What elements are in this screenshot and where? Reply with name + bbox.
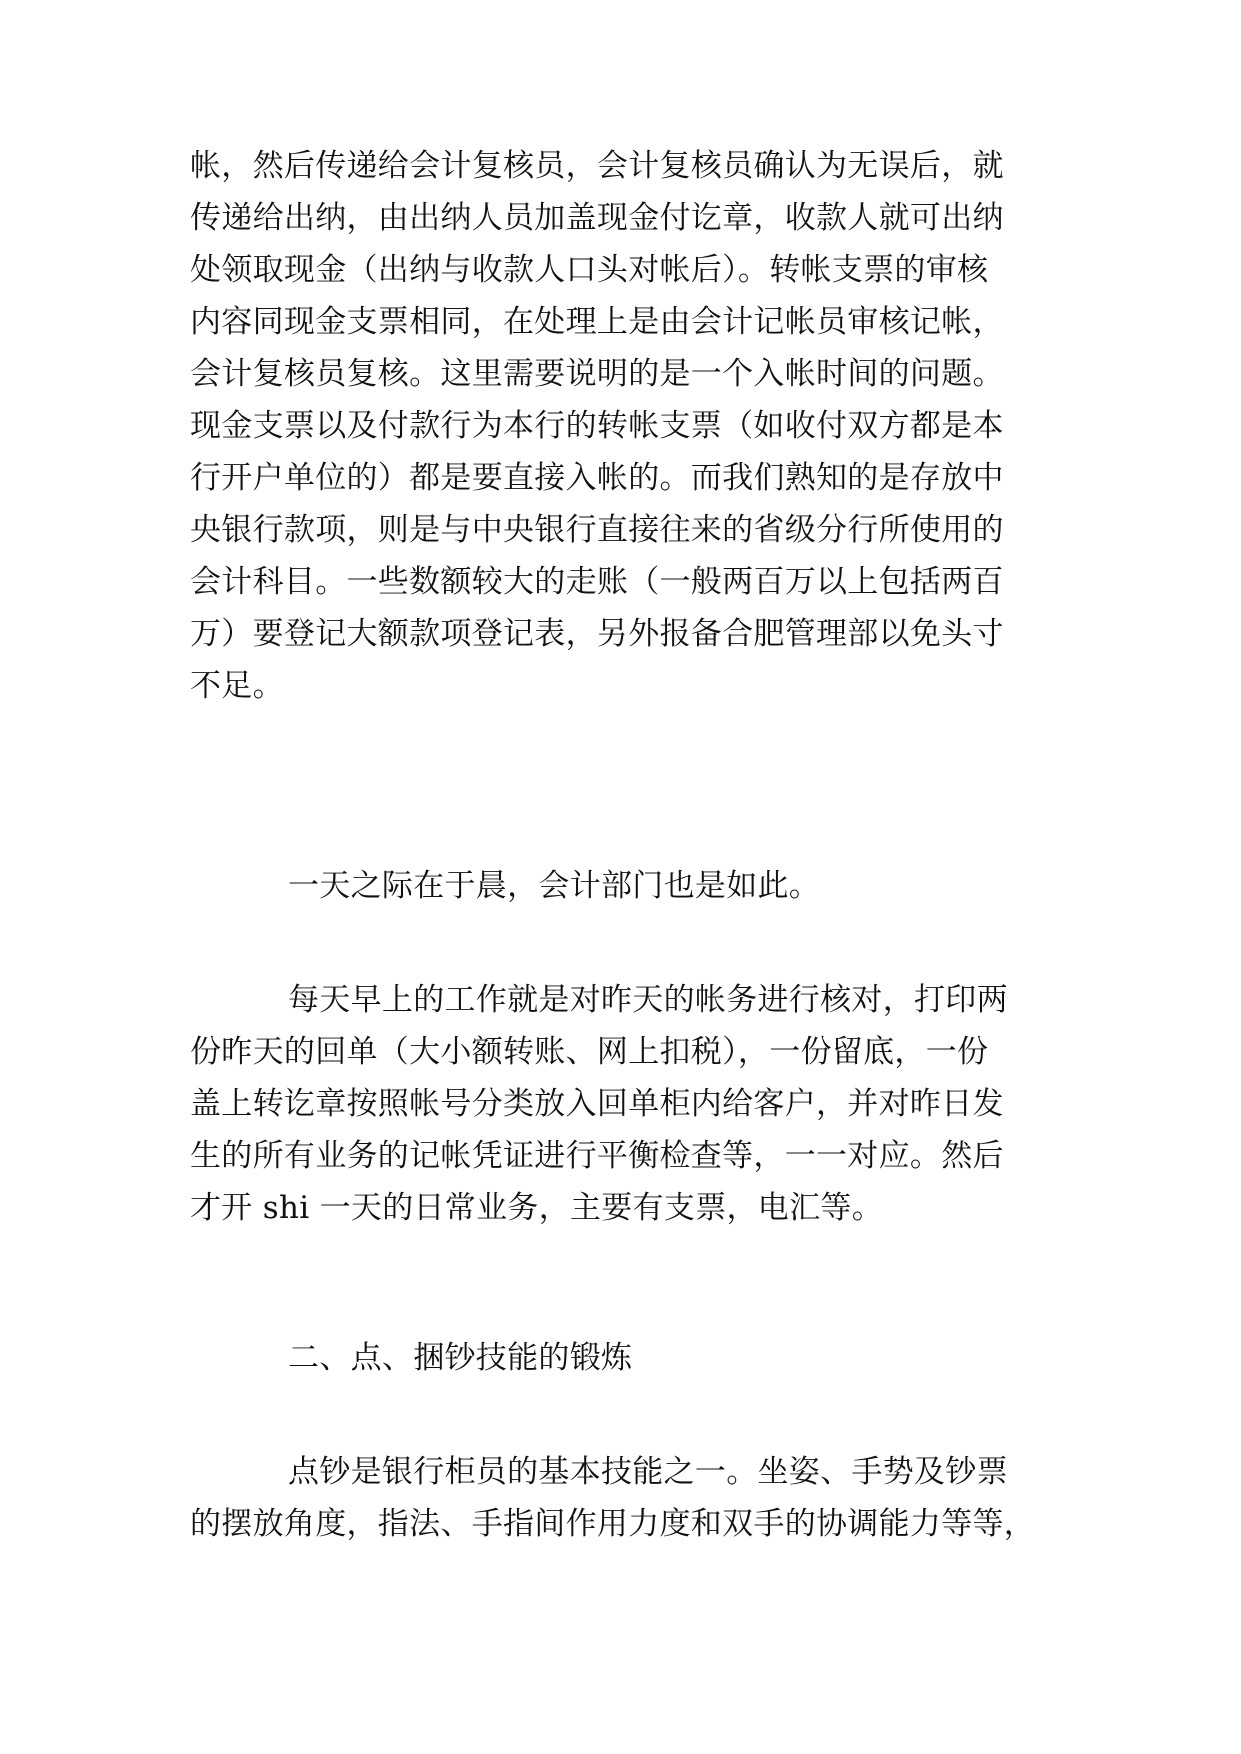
paragraph-line: 行开户单位的）都是要直接入帐的。而我们熟知的是存放中 [190,460,1004,496]
paragraph-line: 份昨天的回单（大小额转账、网上扣税），一份留底，一份 [190,1034,989,1070]
paragraph-line: 内容同现金支票相同，在处理上是由会计记帐员审核记帐， [190,304,1004,340]
paragraph-line: 的摆放角度，指法、手指间作用力度和双手的协调能力等等， [190,1506,1036,1542]
paragraph-line: 传递给出纳，由出纳人员加盖现金付讫章，收款人就可出纳 [190,200,1004,236]
paragraph-line: 万）要登记大额款项登记表，另外报备合肥管理部以免头寸 [190,616,1004,652]
paragraph-line: 央银行款项，则是与中央银行直接往来的省级分行所使用的 [190,512,1004,548]
paragraph-line: 现金支票以及付款行为本行的转帐支票（如收付双方都是本 [190,408,1004,444]
paragraph-line: 会计科目。一些数额较大的走账（一般两百万以上包括两百 [190,564,1004,600]
paragraph-line: 处领取现金（出纳与收款人口头对帐后）。转帐支票的审核 [190,252,989,288]
paragraph-line: 盖上转讫章按照帐号分类放入回单柜内给客户，并对昨日发 [190,1086,1004,1122]
paragraph-line: 帐，然后传递给会计复核员，会计复核员确认为无误后，就 [190,148,1004,184]
paragraph-line: 生的所有业务的记帐凭证进行平衡检查等，一一对应。然后 [190,1138,1004,1174]
paragraph-line: 才开 shi 一天的日常业务，主要有支票，电汇等。 [190,1190,883,1226]
paragraph-line: 点钞是银行柜员的基本技能之一。坐姿、手势及钞票 [288,1454,1008,1490]
heading-text: 二、点、捆钞技能的锻炼 [288,1340,633,1376]
paragraph-line: 会计复核员复核。这里需要说明的是一个入帐时间的问题。 [190,356,1004,392]
paragraph-line: 不足。 [190,668,284,704]
paragraph-line: 每天早上的工作就是对昨天的帐务进行核对，打印两 [288,982,1008,1018]
paragraph-line: 一天之际在于晨，会计部门也是如此。 [288,868,821,904]
